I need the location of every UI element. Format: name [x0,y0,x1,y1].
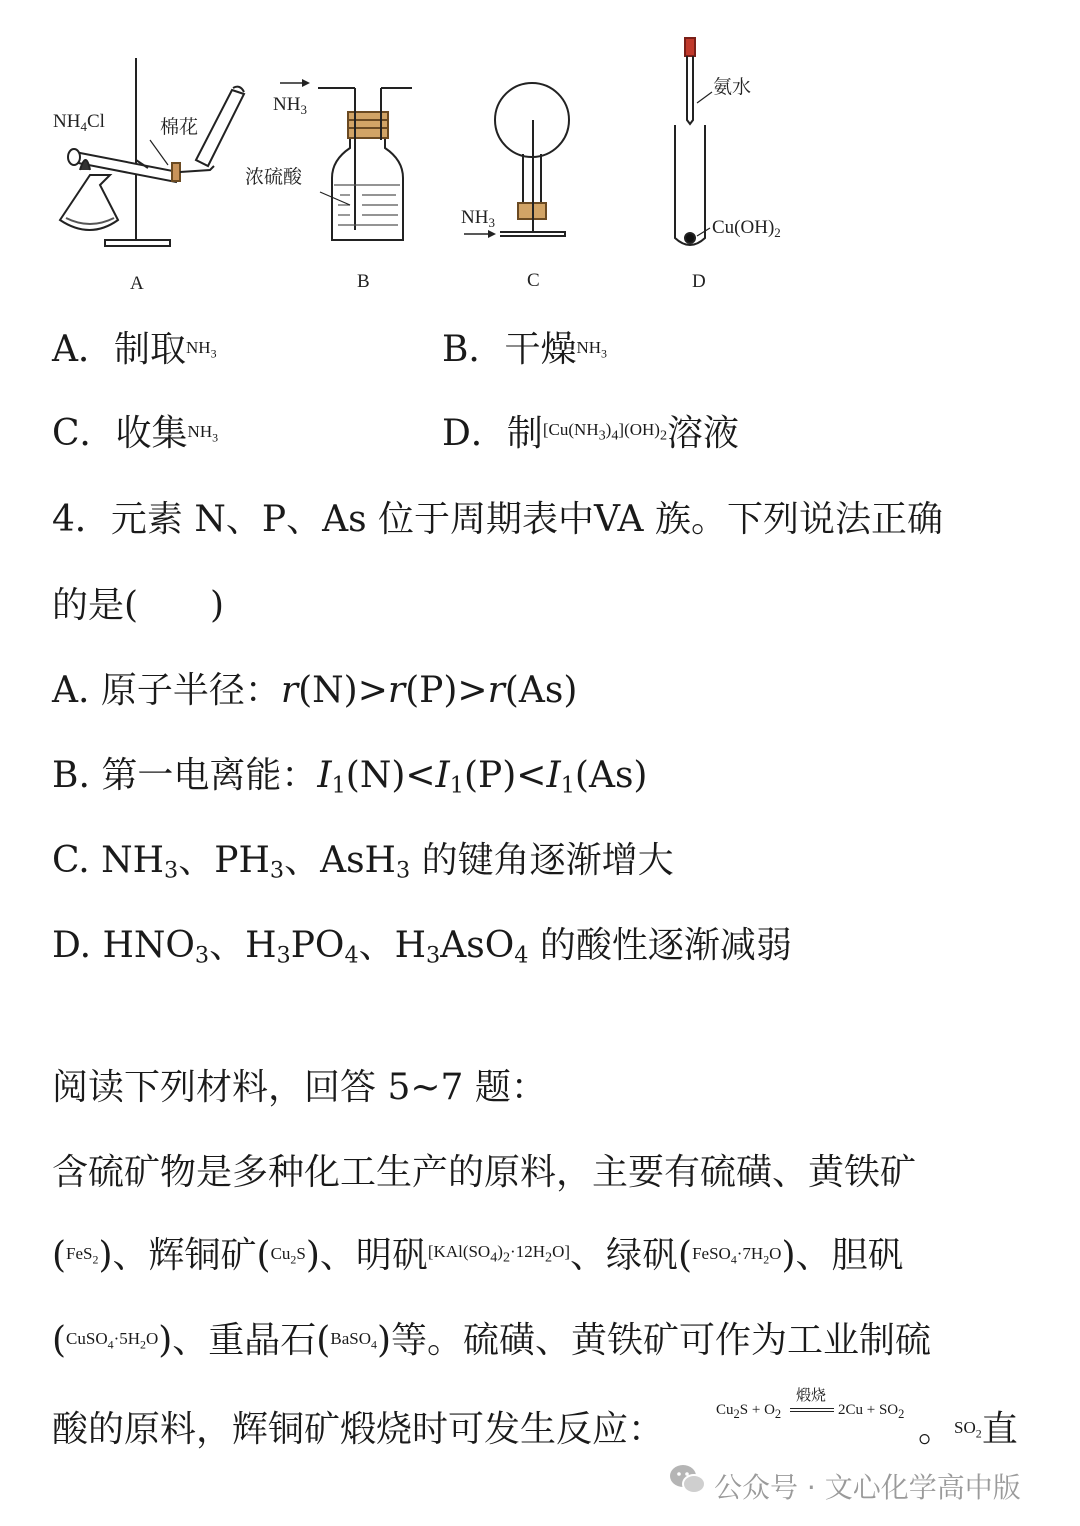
material-line3: ($^{CuSO_4\cdot 5H_2O}$)、重晶石($^{BaSO_4}$)等。硫磺、黄铁矿可作为工业制硫 [52,1320,931,1361]
fig-label-b: B [357,271,370,292]
q3-option-a: A．制取$^{NH_3}$ [52,329,217,370]
q3-option-c: C．收集$^{NH_3}$ [52,413,219,454]
reaction-equation: 煅烧 $Cu_2S + O_2$ $2Cu + SO_2$ [716,1384,924,1424]
q3-option-d: D．制$^{[Cu(NH_3)_4](OH)_2}$溶液 [442,413,740,454]
q4-stem-line2: 的是( ) [52,585,225,626]
q4-option-a: A. 原子半径：r(N)>r(P)>r(As) [52,670,578,711]
watermark-text: 公众号 · 文心化学高中版 [714,1471,1021,1504]
label-cuoh2: $Cu(OH)_2$ [712,217,781,240]
fig-label-d: D [692,271,706,292]
reaction-condition: 煅烧 [796,1388,827,1404]
q4-option-c: C. $NH_3$、$PH_3$、AsH$_3$ 的键角逐渐增大 [52,840,674,884]
q3-option-b: B．干燥$^{NH_3}$ [442,329,607,370]
q4-stem-line1: 4．元素 N、P、As 位于周期表中VA 族。下列说法正确 [52,499,943,540]
apparatus-a [60,58,244,246]
apparatus-b [318,88,412,240]
material-intro: 阅读下列材料，回答 5~7 题： [52,1067,547,1108]
apparatus-figure [0,0,1080,300]
material-line2: ($^{FeS_2}$)、辉铜矿($^{Cu_2S}$)、明矾[KAl(SO4)2·12H2O]、绿矾($^{FeSO_4\cdot 7H_2O}$)、胆矾 [52,1235,904,1276]
wechat-icon [668,1462,708,1498]
fig-label-a: A [130,273,144,294]
apparatus-d [675,38,705,245]
apparatus-c [495,83,569,236]
label-ammonia: 氨水 [713,77,752,98]
q4-option-b: B. 第一电离能：$I_1(N)<I_1(P)<I_1(As)$ [52,755,648,799]
q4-option-d: D. $HNO_3$、$H_3PO_4$、$H_3AsO_4$ 的酸性逐渐减弱 [52,925,792,969]
label-nh4cl: $NH_4Cl$ [53,111,105,134]
material-line4: 酸的原料，辉铜矿煅烧时可发生反应： [52,1409,665,1450]
label-c-nh3: $NH_3$ [461,207,495,230]
material-line1: 含硫矿物是多种化工生产的原料，主要有硫磺、黄铁矿 [52,1152,917,1193]
material-line4-end: 。$^{SO_2}$直 [918,1409,1018,1450]
label-conc-h2so4: 浓硫酸 [245,167,303,188]
label-cotton: 棉花 [160,117,199,138]
fig-label-c: C [527,270,540,291]
label-b-nh3: $NH_3$ [273,94,307,117]
